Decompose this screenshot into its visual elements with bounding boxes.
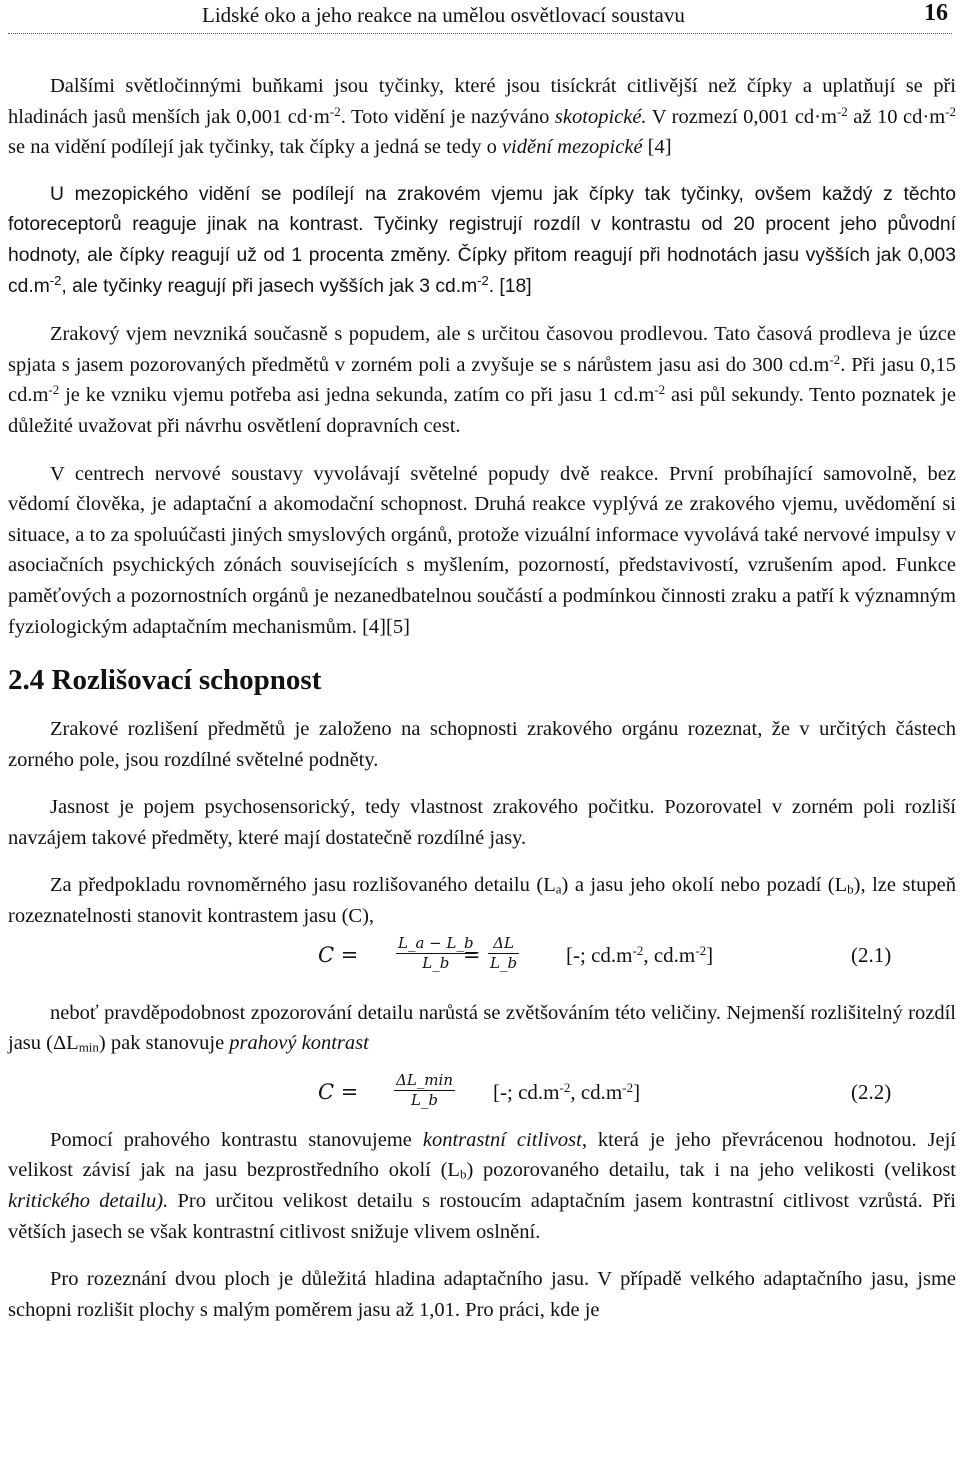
paragraph-adaptation: Pro rozeznání dvou ploch je důležitá hladina adaptačního jasu. V případě velkého adaptačního jasu, jsme schopni rozlišit plochy s malým poměrem jasu až 1,01. Pro práci, kde je — [8, 1268, 956, 1321]
paragraph-mesopic: U mezopického vidění se podílejí na zrakovém vjemu jak čípky tak tyčinky, ovšem každý z těchto fotoreceptorů reaguje jinak na kontrast. Tyčinky registrují rozdíl v kontrastu od 20 procent jeho původní hodnoty, ale čípky reagují už od 1 procenta změny. Čípky přitom reagují při hodnotách jasu vyšších jak 0,003 $cd.m^{-2}$, ale tyčinky reagují při jasech vyšších jak 3 $cd.m^{-2}$. [18] — [8, 183, 956, 297]
equation-units: [-; $cd.m^{-2}$, $cd.m^{-2}$] — [566, 942, 714, 967]
page-number: 16 — [924, 0, 948, 26]
equation-2-1: C = $\frac{L\_a - L\_b}{L\_b}$ = $\frac{\Delta L}{L\_b}$ [-; $cd.m^{-2}$, $cd.m^{-2}$] (2.1) — [318, 933, 892, 972]
paragraph-delay: Zrakový vjem nevzniká současně s popudem, ale s určitou časovou prodlevou. Tato časová prodleva je úzce spjata s jasem pozorovaných předmětů v zorném poli a zvyšuje se s nárůstem jasu asi do 300 $cd.m^{-2}$. Při jasu 0,15 $cd.m^{-2}$ je ke vzniku vjemu potřeba asi jedna sekunda, zatím co při jasu 1 $cd.m^{-2}$ asi půl sekundy. Tento poznatek je důležité uvažovat při návrhu osvětlení dopravních cest. — [8, 323, 957, 437]
paragraph-resolution: Zrakové rozlišení předmětů je založeno na schopnosti zrakového orgánu rozeznat, že v určitých částech zorného pole, jsou rozdílné světelné podněty. — [8, 718, 956, 771]
running-header — [8, 0, 952, 34]
paragraph-contrast: Za předpokladu rovnoměrného jasu rozlišovaného detailu $(L_a)$ a jasu jeho okolí nebo pozadí $(L_b)$, lze stupeň rozeznatelnosti stanovit kontrastem jasu (C), — [8, 874, 956, 928]
equation-units: [-; $cd.m^{-2}$, $cd.m^{-2}$] — [493, 1079, 641, 1104]
paragraph-scotopic: Dalšími světločinnými buňkami jsou tyčinky, které jsou tisíckrát citlivější než čípky a uplatňují se při hladinách jasů menších jak 0,001 $cd\cdot m^{-2}$. Toto vidění je nazýváno skotopické. V rozmezí 0,001 $cd\cdot m^{-2}$ až 10 $cd\cdot m^{-2}$ se na vidění podílejí jak tyčinky, tak čípky a jedná se tedy o vidění mezopické [4] — [8, 75, 956, 159]
paragraph-sensitivity: Pomocí prahového kontrastu stanovujeme kontrastní citlivost, která je jeho převrácenou hodnotou. Její velikost závisí jak na jasu bezprostředního okolí $(L_b)$ pozorovaného detailu, tak i na jeho velikosti (velikost kritického detailu). Pro určitou velikost detailu s rostoucím adaptačním jasem kontrastní citlivost vzrůstá. Při větších jasech se však kontrastní citlivost snižuje vlivem oslnění. — [8, 1128, 957, 1243]
section-heading: 2.4 Rozlišovací schopnost — [8, 664, 322, 697]
paragraph-threshold: neboť pravděpodobnost zpozorování detailu narůstá se zvětšováním této veličiny. Nejmenší rozlišitelný rozdíl jasu $(\Delta L_{min})$ pak stanovuje prahový kontrast — [8, 1001, 956, 1055]
equation-2-2: C = ΔL_min L_b [-; $cd.m^{-2}$, $cd.m^{-2}$] (2.2) — [318, 1070, 892, 1109]
paragraph-brightness: Jasnost je pojem psychosensorický, tedy vlastnost zrakového počitku. Pozorovatel v zorném poli rozliší navzájem takové předměty, které mají dostatečně rozdílné jasy. — [8, 796, 956, 849]
header-title: Lidské oko a jeho reakce na umělou osvětlovací soustavu — [202, 3, 685, 27]
equation-number: (2.2) — [851, 1079, 892, 1104]
paragraph-nervous-system: V centrech nervové soustavy vyvolávají světelné popudy dvě reakce. První probíhající samovolně, bez vědomí člověka, je adaptační a akomodační schopnost. Druhá reakce vyplývá ze zrakového vjemu, uvědomění si situace, a to za spoluúčasti jiných smyslových orgánů, protože vizuální informace vyvolává také nervové impulsy v asociačních psychických zónách souvisejících s myšlením, pozorností, představivostí, vzrušením apod. Funkce paměťových a pozornostních orgánů je nezanedbatelnou součástí a podmínkou činnosti zraku a patří k významným fyziologickým adaptačním mechanismům. [4][5] — [8, 462, 956, 638]
equation-number: (2.1) — [851, 942, 892, 967]
page-body — [8, 71, 956, 1325]
